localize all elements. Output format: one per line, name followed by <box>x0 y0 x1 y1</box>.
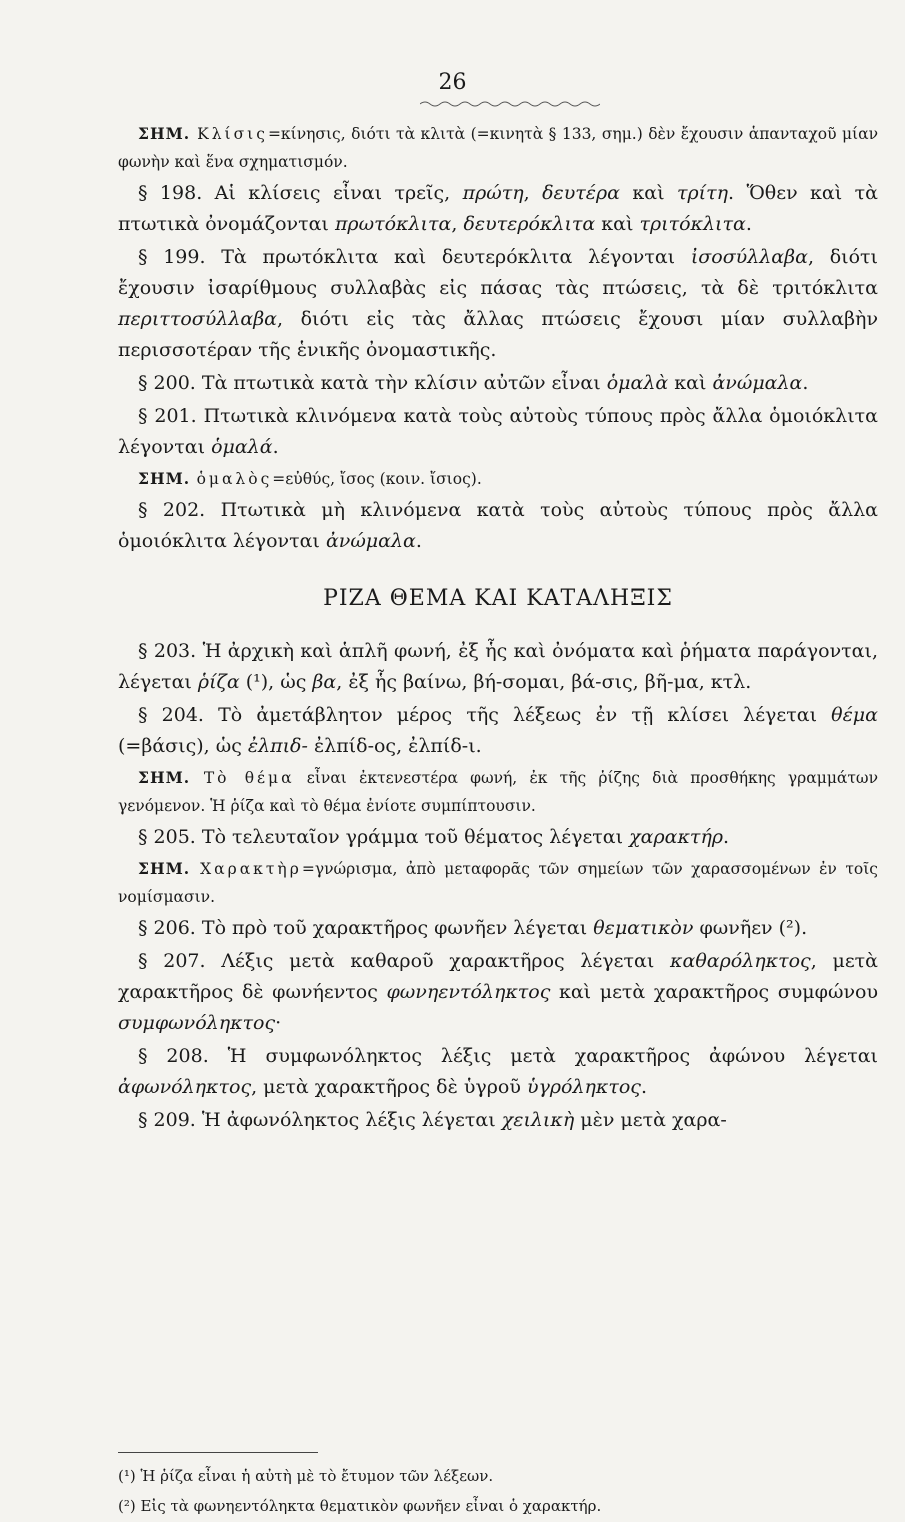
term-italic: θέμα <box>831 704 878 726</box>
paragraph-text: (=βάσις), ὡς <box>118 735 248 757</box>
paragraph-text: καὶ <box>620 182 677 204</box>
note-term: Κλίσις <box>197 125 268 143</box>
note-term: ὁμαλὸς <box>196 470 273 488</box>
paragraph-text: καὶ μετὰ χαρακτῆρος συμφώνου <box>550 981 878 1003</box>
section-paragraph <box>118 822 878 853</box>
paragraph-text: , μετὰ χαρακτῆρος δὲ φωνήεντος <box>118 950 878 1003</box>
section-number: § 198. <box>138 182 215 204</box>
term-italic: ὑγρόληκτος <box>526 1076 641 1098</box>
paragraph-text: · <box>275 1012 282 1034</box>
note-paragraph <box>118 764 878 820</box>
section-number: § 204. <box>138 704 219 726</box>
footnote: (²) Εἰς τὰ φωνηεντόληκτα θεματικὸν φωνῆεν εἶναι ὁ χαρακτήρ. <box>118 1497 602 1515</box>
term-italic: ὁμαλά <box>211 436 273 458</box>
term-italic: ἀνώμαλα <box>712 372 803 394</box>
section-paragraph <box>118 242 878 366</box>
footnote-rule <box>118 1452 318 1453</box>
note-label: ΣΗΜ. <box>138 859 201 878</box>
term-italic: ἰσοσύλλαβα <box>690 246 808 268</box>
section-number: § 202. <box>138 499 221 521</box>
paragraph-text: Τὰ πτωτικὰ κατὰ τὴν κλίσιν αὐτῶν εἶναι <box>201 372 607 394</box>
term-italic: τρίτη <box>677 182 729 204</box>
section-number: § 199. <box>138 246 222 268</box>
page-number: 26 <box>438 70 467 95</box>
paragraph-text: Πτωτικὰ κλινόμενα κατὰ τοὺς αὐτοὺς τύπους πρὸς ἄλλα ὁμοιόκλιτα λέγονται <box>118 405 878 458</box>
term-italic: ἀνώμαλα <box>325 530 416 552</box>
paragraph-text: μὲν μετὰ χαρα- <box>574 1109 727 1131</box>
body-text <box>118 120 878 1138</box>
term-italic: ἐλπιδ- <box>247 735 308 757</box>
note-label: ΣΗΜ. <box>138 768 204 787</box>
section-number: § 208. <box>138 1045 228 1067</box>
section-number: § 207. <box>138 950 222 972</box>
term-italic: θεματικὸν <box>593 917 694 939</box>
note-term: Χαρακτὴρ <box>200 860 302 878</box>
paragraph-text: . <box>415 530 422 552</box>
term-italic: φωνηεντόληκτος <box>386 981 551 1003</box>
term-italic: ἀφωνόληκτος <box>118 1076 252 1098</box>
section-paragraph <box>118 700 878 762</box>
term-italic: συμφωνόληκτος <box>118 1012 276 1034</box>
paragraph-text: , <box>451 213 464 235</box>
paragraph-text: . <box>723 826 730 848</box>
term-italic: χειλικὴ <box>501 1109 575 1131</box>
note-paragraph <box>118 465 878 493</box>
paragraph-text: Ἡ ἀρχικὴ καὶ ἁπλῆ φωνή, ἐξ ἧς καὶ ὀνόματα καὶ ῥήματα παράγονται, λέγεται <box>118 640 878 693</box>
note-text: =κίνησις, διότι τὰ κλιτὰ (=κινητὰ § 133, σημ.) δὲν ἔχουσιν ἁπανταχοῦ μίαν φωνὴν καὶ ἕνα σχηματισμόν. <box>118 125 879 171</box>
paragraph-text: καὶ <box>668 372 713 394</box>
section-paragraph <box>118 401 878 463</box>
term-italic: ὁμαλὰ <box>606 372 669 394</box>
paragraph-text: , <box>523 182 543 204</box>
section-heading: ΡΙΖΑ ΘΕΜΑ ΚΑΙ ΚΑΤΑΛΗΞΙΣ <box>323 586 673 611</box>
paragraph-text: Τὸ τελευταῖον γράμμα τοῦ θέματος λέγεται <box>201 826 630 848</box>
section-number: § 201. <box>138 405 204 427</box>
section-paragraph <box>118 495 878 557</box>
paragraph-text: , ἐξ ἧς βαίνω, βή-σομαι, βά-σις, βῆ-μα, κτλ. <box>336 671 752 693</box>
footnote: (¹) Ἡ ῥίζα εἶναι ἡ αὐτὴ μὲ τὸ ἔτυμον τῶν λέξεων. <box>118 1467 494 1485</box>
paragraph-text: , διότι ἔχουσιν ἰσαρίθμους συλλαβὰς εἰς πάσας τὰς πτώσεις, τὰ δὲ τριτόκλιτα <box>118 246 878 299</box>
term-italic: καθαρόληκτος <box>670 950 811 972</box>
section-number: § 203. <box>138 640 203 662</box>
note-text: =γνώρισμα, ἀπὸ μεταφορᾶς τῶν σημείων τῶν χαρασσομένων ἐν τοῖς νομίσμασιν. <box>118 860 878 906</box>
term-italic: ῥίζα <box>197 671 240 693</box>
term-italic: πρώτη <box>462 182 524 204</box>
term-italic: χαρακτήρ <box>629 826 723 848</box>
paragraph-text: , διότι εἰς τὰς ἄλλας πτώσεις ἔχουσι μίαν συλλαβὴν περισσοτέραν τῆς ἑνικῆς ὀνομαστικῆς. <box>118 308 878 361</box>
term-italic: βα <box>312 671 337 693</box>
paragraph-text: Τὰ πρωτόκλιτα καὶ δευτερόκλιτα λέγονται <box>221 246 691 268</box>
paragraph-text: . <box>272 436 279 458</box>
paragraph-text: Πτωτικὰ μὴ κλινόμενα κατὰ τοὺς αὐτοὺς τύπους πρὸς ἄλλα ὁμοιόκλιτα λέγονται <box>118 499 878 552</box>
term-italic: δευτέρα <box>542 182 620 204</box>
note-paragraph <box>118 855 878 911</box>
paragraph-text: Τὸ ἀμετάβλητον μέρος τῆς λέξεως ἐν τῇ κλίσει λέγεται <box>218 704 832 726</box>
section-paragraph <box>118 178 878 240</box>
term-italic: πρωτόκλιτα <box>334 213 452 235</box>
note-term: Τὸ θέμα <box>203 769 295 787</box>
note-label: ΣΗΜ. <box>138 124 198 143</box>
paragraph-text: Λέξις μετὰ καθαροῦ χαρακτῆρος λέγεται <box>221 950 671 972</box>
section-number: § 209. <box>138 1109 202 1131</box>
paragraph-text: ἐλπίδ-ος, ἐλπίδ-ι. <box>307 735 482 757</box>
paragraph-text: . <box>802 372 809 394</box>
paragraph-text: Αἱ κλίσεις εἶναι τρεῖς, <box>214 182 463 204</box>
section-number: § 206. <box>138 917 202 939</box>
note-text: =εὐθύς, ἴσος (κοιν. ἴσιος). <box>272 470 482 488</box>
paragraph-text: Ἡ ἀφωνόληκτος λέξις λέγεται <box>201 1109 502 1131</box>
section-paragraph <box>118 946 878 1039</box>
term-italic: δευτερόκλιτα <box>463 213 596 235</box>
note-paragraph <box>118 120 878 176</box>
paragraph-text: . <box>745 213 752 235</box>
paragraph-text: . <box>640 1076 647 1098</box>
section-number: § 200. <box>138 372 202 394</box>
paragraph-text: . Ὅθεν καὶ τὰ πτωτικὰ ὀνομάζονται <box>118 182 878 235</box>
paragraph-text: φωνῆεν (²). <box>693 917 808 939</box>
paragraph-text: (¹), ὡς <box>239 671 313 693</box>
header-ornament <box>420 100 600 108</box>
term-italic: τριτόκλιτα <box>639 213 746 235</box>
paragraph-text: καὶ <box>595 213 640 235</box>
paragraph-text: , μετὰ χαρακτῆρος δὲ ὑγροῦ <box>251 1076 527 1098</box>
section-number: § 205. <box>138 826 202 848</box>
paragraph-text: Ἡ συμφωνόληκτος λέξις μετὰ χαρακτῆρος ἀφώνου λέγεται <box>227 1045 879 1067</box>
paragraph-text: Τὸ πρὸ τοῦ χαρακτῆρος φωνῆεν λέγεται <box>201 917 594 939</box>
note-label: ΣΗΜ. <box>138 469 197 488</box>
footnotes <box>118 1462 878 1522</box>
term-italic: περιττοσύλλαβα <box>118 308 278 330</box>
section-paragraph <box>118 913 878 944</box>
section-paragraph <box>118 1105 878 1136</box>
note-text: εἶναι ἐκτενεστέρα φωνή, ἐκ τῆς ῥίζης διὰ προσθήκης γραμμάτων γενόμενον. Ἡ ῥίζα καὶ τὸ θέμα ἐνίοτε συμπίπτουσιν. <box>118 769 878 815</box>
section-paragraph <box>118 636 878 698</box>
section-paragraph <box>118 1041 878 1103</box>
section-paragraph <box>118 368 878 399</box>
